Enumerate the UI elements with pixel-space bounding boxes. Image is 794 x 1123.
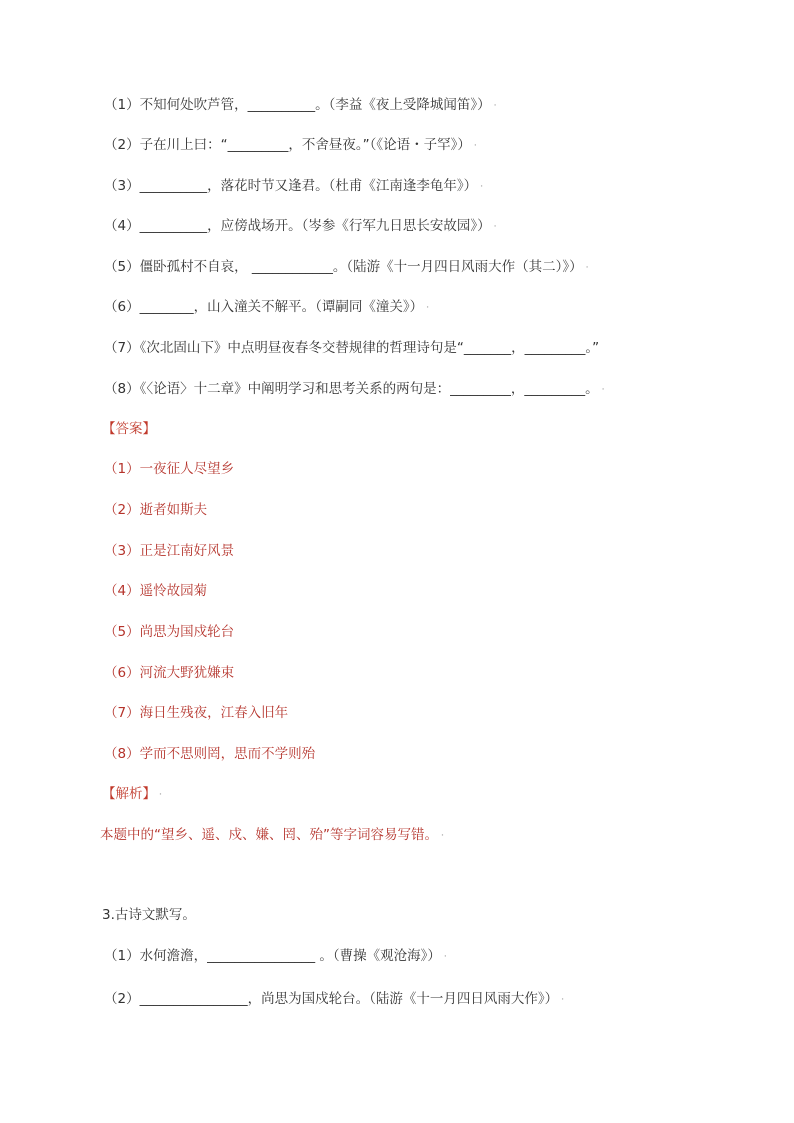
answer-1: （1）一夜征人尽望乡 [104,461,235,477]
section-3-title: 3.古诗文默写。 [102,907,196,923]
question-1: （1）不知何处吹芦管，__________。（李益《夜上受降城闻笛》） ⸱ [104,97,497,113]
question-5: （5）僵卧孤村不自哀， ____________。（陆游《十一月四日风雨大作（其二）》） ⸱ [104,259,589,275]
answer-6: （6）河流大野犹嫌束 [104,665,235,681]
answer-heading: 【答案】 [102,421,156,437]
question-4: （4）__________，应傍战场开。（岑参《行军九日思长安故园》） ⸱ [104,218,497,234]
paragraph-mark: ⸱ [426,301,430,314]
paragraph-mark: ⸱ [585,261,589,274]
question-7: （7）《次北固山下》中点明昼夜春冬交替规律的哲理诗句是“_______，_________。” [104,340,600,356]
answer-8: （8）学而不思则罔，思而不学则殆 [104,746,316,762]
answer-2: （2）逝者如斯夫 [104,502,208,518]
question-3: （3）__________，落花时节又逢君。（杜甫《江南逢李龟年》） ⸱ [104,178,484,194]
paragraph-mark: ⸱ [443,950,447,963]
question-2: （2）子在川上曰：“_________，不舍昼夜。”（《论语・子罕》） ⸱ [104,137,477,153]
question-6: （6）________，山入潼关不解平。（谭嗣同《潼关》） ⸱ [104,299,430,315]
analysis-text: 本题中的“望乡、遥、戍、嫌、罔、殆”等字词容易写错。 ⸱ [100,827,444,843]
paragraph-mark: ⸱ [480,180,484,193]
section-3-question-1: （1）水何澹澹，________________ 。（曹操《观沧海》） ⸱ [104,948,447,964]
answer-3: （3）正是江南好风景 [104,543,235,559]
answer-7: （7）海日生残夜，江春入旧年 [104,705,289,721]
answer-4: （4）遥怜故园菊 [104,583,208,599]
answer-5: （5）尚思为国戍轮台 [104,624,235,640]
paragraph-mark: ⸱ [493,99,497,112]
section-3-question-2: （2）________________，尚思为国戍轮台。（陆游《十一月四日风雨大作》） ⸱ [104,991,565,1007]
paragraph-mark: ⸱ [473,139,477,152]
paragraph-mark: ⸱ [159,788,162,801]
question-8: （8）《〈论语〉十二章》中阐明学习和思考关系的两句是：_________，_________。 ⸱ [104,381,605,397]
paragraph-mark: ⸱ [441,829,444,842]
paragraph-mark: ⸱ [493,220,497,233]
paragraph-mark: ⸱ [561,993,565,1006]
paragraph-mark: ⸱ [601,383,605,396]
analysis-heading: 【解析】 ⸱ [102,786,162,802]
